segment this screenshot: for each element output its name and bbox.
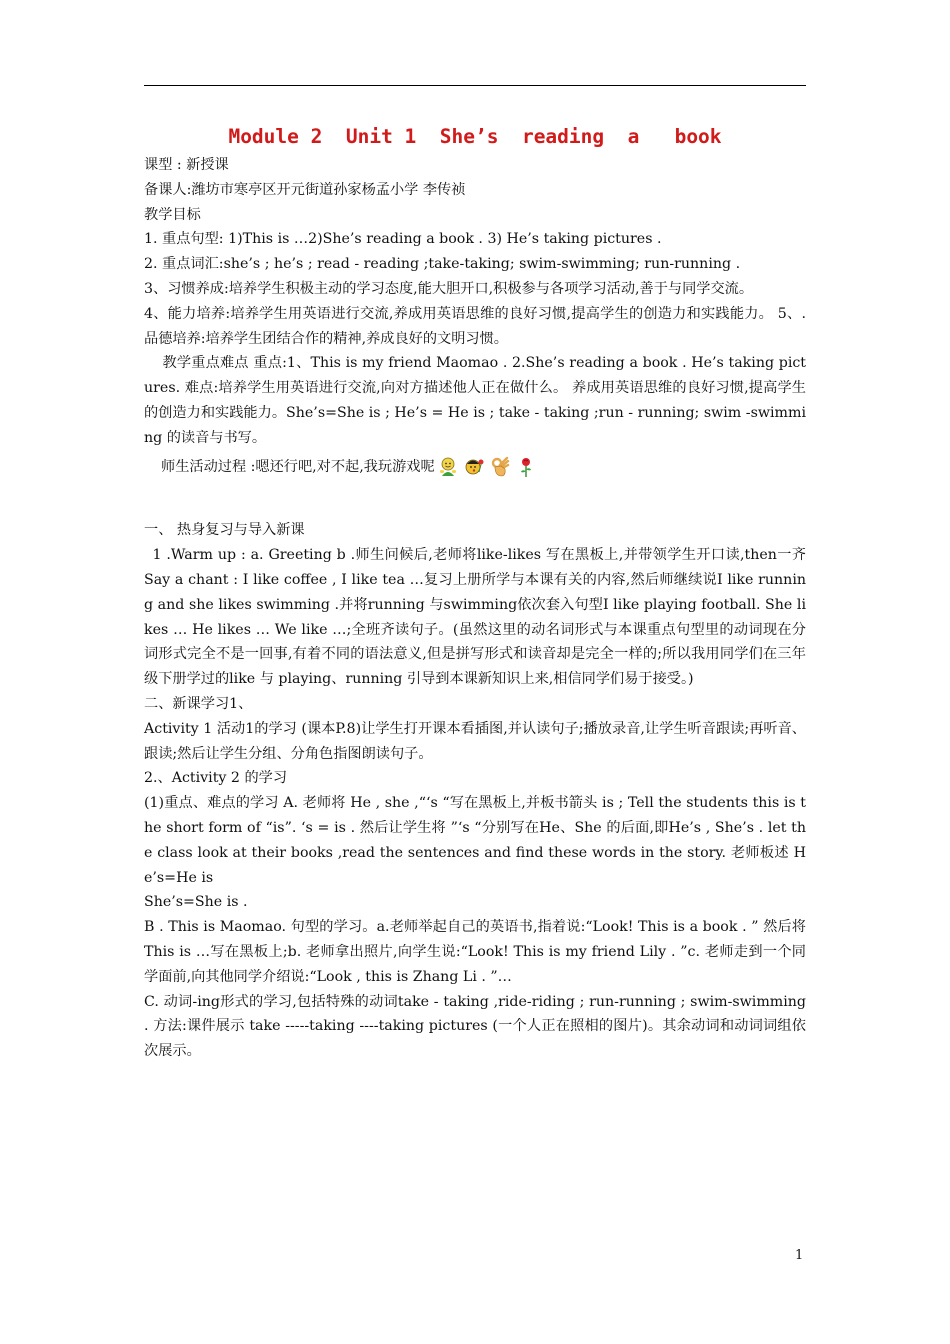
point-b-paragraph: B . This is Maomao. 句型的学习。a.老师举起自己的英语书,指着说:“Look! This is a book . ” 然后将This is …写在黑板上;b. 老师拿出照片,向学生说:“Look! This is my friend Lily . ”c. 老师走到一个同学面前,向其他同学介绍说:“Look , this is Zhang Li . ”…	[144, 919, 806, 985]
objective-item: 2. 重点词汇:she’s ; he’s ; read - reading ;take-taking; swim-swimming; run-running .	[144, 256, 741, 273]
section-1-heading: 一、 热身复习与导入新课	[144, 522, 305, 539]
document-body	[144, 122, 806, 1064]
point-a-tail: She’s=She is .	[144, 894, 248, 911]
point-a-paragraph: (1)重点、难点的学习 A. 老师将 He , she ,“‘s “写在黑板上,并板书箭头 is ; Tell the students this is the short form of “is”. ‘s = is . 然后让学生将 ”‘s “分别写在He、She 的后面,即He’s , She’s . let the class look at their books ,read the sentences and find these words in the story. 老师板述 He’s=He is	[144, 795, 806, 886]
document-title: Module 2 Unit 1 She’s reading a book	[228, 125, 722, 148]
activity-line	[144, 455, 806, 480]
lesson-type: 课型 : 新授课	[144, 157, 229, 173]
section-1-body: 1 .Warm up : a. Greeting b .师生问候后,老师将like-likes 写在黑板上,并带领学生开口读,then一齐 Say a chant : I like coffee , I like tea …复习上册所学与本课有关的内容,然后师继续说I like running and she likes swimming .并将running 与swimming依次套入句型I like playing football. She likes … He likes … We like …;全班齐读句子。(虽然这里的动名词形式与本课重点句型里的动词现在分词形式完全不是一回事,有着不同的语法意义,但是拼写形式和读音却是完全一样的;所以我用同学们在三年级下册学过的like 与 playing、running 引导到本课新知识上来,相信同学们易于接受。)	[144, 547, 806, 688]
page-number: 1	[795, 1248, 804, 1263]
emoji-row	[437, 456, 537, 478]
spacer	[144, 479, 806, 518]
kissing-face-rose-icon	[463, 456, 485, 478]
activity-2-heading: 2.、Activity 2 的学习	[144, 770, 288, 787]
activity-1-paragraph: Activity 1 活动1的学习 (课本P.8)让学生打开课本看插图,并认读句子;播放录音,让学生听音跟读;再听音、跟读;然后让学生分组、分角色指图朗读句子。	[144, 720, 806, 762]
ok-hand-icon	[489, 456, 511, 478]
rose-icon	[515, 456, 537, 478]
activity-text: 师生活动过程 :嗯还行吧,对不起,我玩游戏呢	[161, 458, 435, 475]
header-rule	[144, 85, 806, 86]
key-points: 教学重点难点 重点:1、This is my friend Maomao . 2.She’s reading a book . He’s taking pictures. 难点:培养学生用英语进行交流,向对方描述他人正在做什么。 养成用英语思维的良好习惯,提高学生的创造力和实践能力。She’s=She is ; He’s = He is ; take - taking ;run - running; swim -swimming 的读音与书写。	[144, 355, 806, 446]
objective-item: 3、习惯养成:培养学生积极主动的学习态度,能大胆开口,积极参与各项学习活动,善于与同学交流。	[144, 280, 754, 297]
objectives-heading: 教学目标	[144, 206, 201, 223]
section-2-heading: 二、新课学习1、	[144, 695, 253, 712]
preparer: 备课人:潍坊市寒亭区开元街道孙家杨孟小学 李传祯	[144, 181, 466, 198]
objective-item: 1. 重点句型: 1)This is …2)She’s reading a book . 3) He’s taking pictures .	[144, 231, 662, 248]
hugging-person-icon	[437, 456, 459, 478]
point-c-paragraph: C. 动词-ing形式的学习,包括特殊的动词take - taking ,ride-riding ; run-running ; swim-swimming . 方法:课件展示 take -----taking ----taking pictures (一个人正在照相的图片)。其余动词和动词词组依次展示。	[144, 993, 806, 1060]
objective-item: 4、能力培养:培养学生用英语进行交流,养成用英语思维的良好习惯,提高学生的创造力和实践能力。 5、. 品德培养:培养学生团结合作的精神,养成良好的文明习惯。	[144, 305, 806, 347]
